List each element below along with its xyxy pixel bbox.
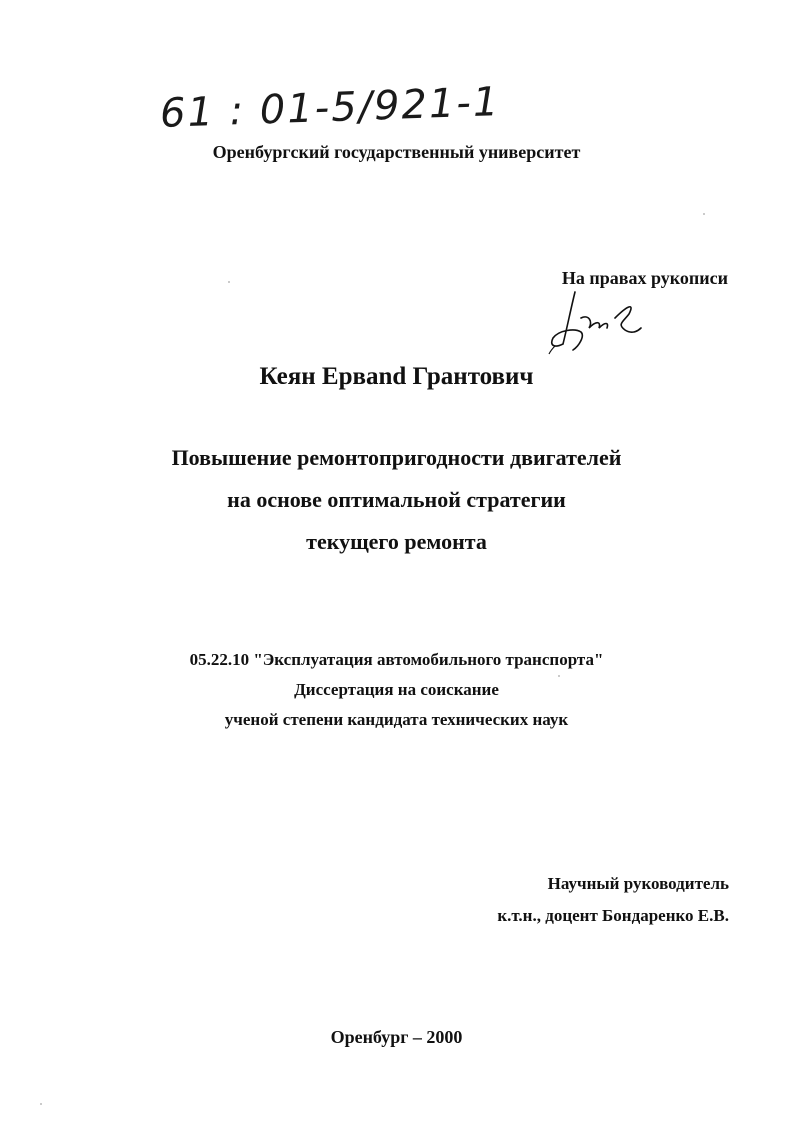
scan-speck (40, 1103, 42, 1105)
title-line: на основе оптимальной стратегии (227, 487, 566, 512)
specialty-line: ученой степени кандидата технических наук (224, 710, 569, 729)
catalog-code: 61 : 01-5/921-1 (159, 79, 501, 137)
specialty-line: 05.22.10 "Эксплуатация автомобильного транспорта" (189, 650, 604, 669)
scan-speck (228, 281, 230, 283)
title-line: Повышение ремонтопригодности двигателей (171, 445, 622, 470)
city-year: Оренбург – 2000 (330, 1027, 463, 1047)
supervisor-line: Научный руководитель (547, 874, 729, 893)
specialty-line: Диссертация на соискание (294, 680, 499, 699)
scan-speck (703, 213, 705, 215)
manuscript-note: На правах рукописи (561, 268, 728, 288)
signature-image (545, 288, 645, 358)
supervisor-line: к.т.н., доцент Бондаренко Е.В. (497, 906, 729, 925)
scan-speck (558, 675, 560, 677)
university-name: Оренбургский государственный университет (212, 142, 581, 162)
title-line: текущего ремонта (306, 529, 487, 554)
dissertation-title (0, 437, 793, 563)
author-name: Кеян Ервand Грантович (259, 363, 534, 390)
specialty-block (0, 645, 793, 735)
supervisor-block (497, 868, 729, 932)
